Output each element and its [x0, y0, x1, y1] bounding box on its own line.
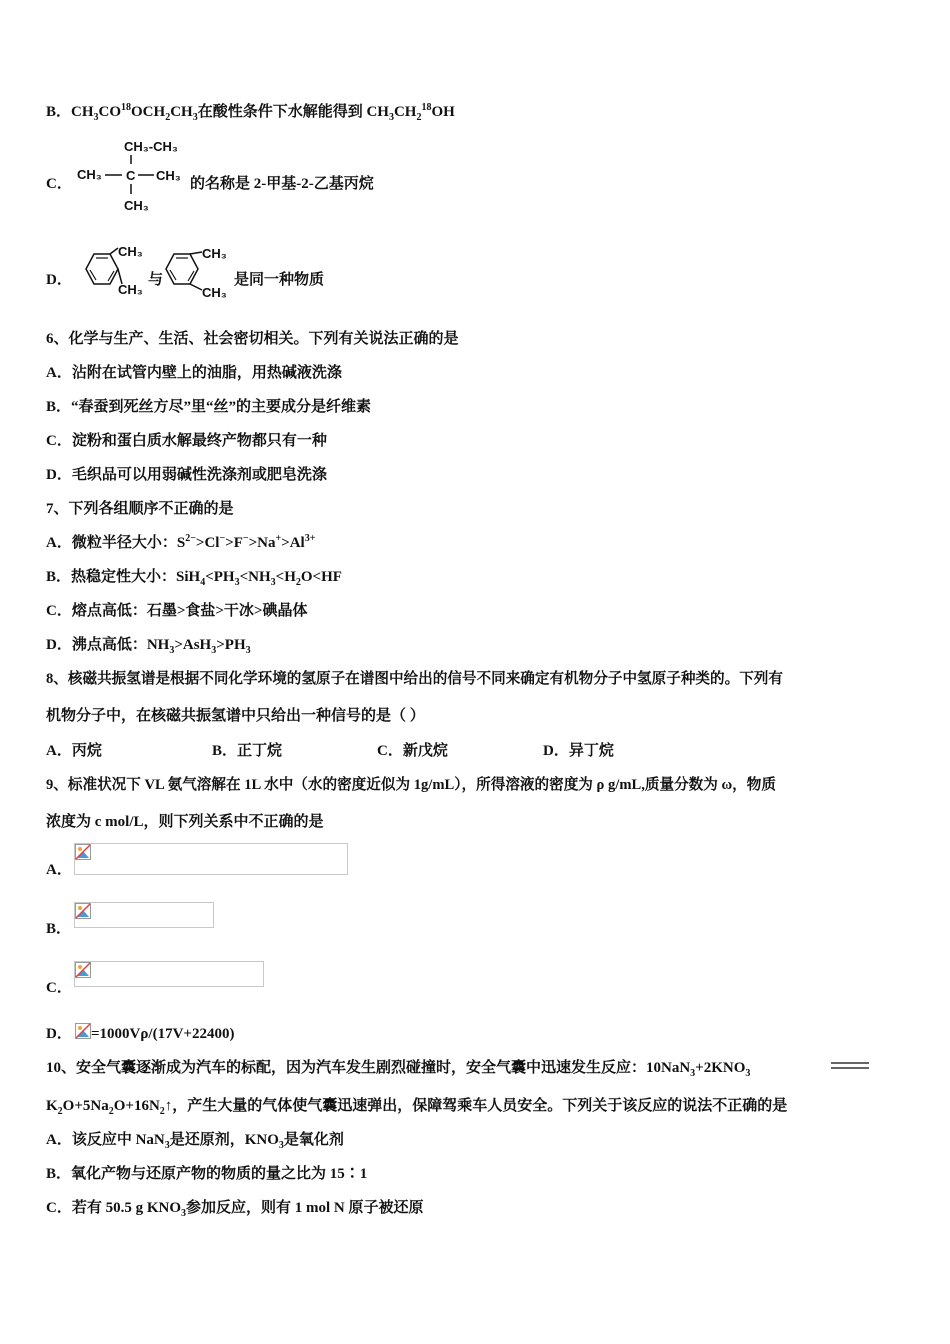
q7-option-a: A．微粒半径大小：$S^{2-}>Cl^->F^->Na^+>Al^{3+}$ [46, 533, 316, 551]
m-xylene-ch3-bottom: CH₃ [202, 285, 227, 300]
q7-option-d: D．沸点高低：$NH_3>AsH_3>PH_3$ [46, 637, 251, 656]
struct-right-label: CH₃ [156, 168, 181, 183]
q10-option-c: C．若有 50.5 g $KNO_3$参加反应，则有 1 mol N 原子被还原 [46, 1200, 424, 1219]
o-xylene-ch3-bottom: CH₃ [118, 282, 143, 297]
q8-stem-line1: 8、核磁共振氢谱是根据不同化学环境的氢原子在谱图中给出的信号不同来确定有机物分子中氢原子种类的。下列有 [46, 671, 783, 687]
q9-option-b-image-placeholder [74, 902, 214, 928]
q10-stem-line2: $K_2O+5Na_2O+16N_2↑$，产生大量的气体使气囊迅速弹出，保障驾乘车人员安全。下列关于该反应的说法不正确的是 [46, 1098, 788, 1117]
q8-option-a: A．丙烷 [46, 743, 102, 759]
q8-option-d: D．异丁烷 [543, 743, 614, 759]
q9-option-d-letter: D． [46, 1026, 72, 1042]
q7-option-c: C．熔点高低：石墨>食盐>干冰>碘晶体 [46, 603, 308, 619]
q9-option-d-formula: =1000Vρ/(17V+22400) [91, 1026, 235, 1042]
m-xylene-structure [160, 242, 236, 300]
broken-image-icon [75, 903, 91, 919]
m-xylene-ch3-top: CH₃ [202, 246, 227, 261]
q8-option-b: B．正丁烷 [212, 743, 283, 759]
o-xylene-ch3-top: CH₃ [118, 244, 143, 259]
o-xylene-structure [74, 242, 150, 300]
struct-center-label: C [126, 168, 136, 183]
q5-option-b: B．$CH_3CO^{18}OCH_2CH_3$在酸性条件下水解能得到 $CH_3CH_2^{18}OH$ [46, 102, 455, 123]
q8-option-c: C．新戊烷 [377, 743, 448, 759]
q5-option-d-with: 与 [148, 272, 164, 288]
q5-option-d-text: 是同一种物质 [234, 272, 325, 288]
q9-stem-line2: 浓度为 c mol/L，则下列关系中不正确的是 [46, 814, 324, 830]
broken-image-icon [75, 1023, 91, 1039]
q7-option-b: B．热稳定性大小：$SiH_4<PH_3<NH_3<H_2O<HF$ [46, 569, 342, 588]
q10-option-a: A．该反应中 NaN$_3$是还原剂，$KNO_3$是氧化剂 [46, 1132, 344, 1151]
reaction-equals-sign [831, 1060, 871, 1072]
q9-stem-line1: 9、标准状况下 VL 氨气溶解在 1L 水中（水的密度近似为 1g/mL），所得溶液的密度为 ρ g/mL,质量分数为 ω，物质 [46, 777, 776, 793]
q6-option-b: B．“春蚕到死丝方尽”里“丝”的主要成分是纤维素 [46, 399, 372, 415]
struct-bottom-label: CH₃ [124, 198, 149, 213]
q5-option-c-text: 的名称是 2-甲基-2-乙基丙烷 [190, 176, 374, 192]
broken-image-icon [75, 962, 91, 978]
q9-option-c-image-placeholder [74, 961, 264, 987]
q5-option-d-letter: D． [46, 272, 72, 288]
q8-stem-line2: 机物分子中，在核磁共振氢谱中只给出一种信号的是（ ） [46, 708, 425, 724]
q10-option-b: B．氧化产物与还原产物的物质的量之比为 15∶1 [46, 1166, 368, 1182]
q10-stem-line1: 10、安全气囊逐渐成为汽车的标配，因为汽车发生剧烈碰撞时，安全气囊中迅速发生反应：$10NaN_3+2KNO_3$ [46, 1060, 751, 1079]
q9-option-c-letter: C． [46, 980, 72, 996]
q9-option-b-letter: B． [46, 921, 72, 937]
q6-option-a: A．沾附在试管内壁上的油脂，用热碱液洗涤 [46, 365, 342, 381]
struct-top-label: CH₃-CH₃ [124, 139, 178, 154]
q7-stem: 7、下列各组顺序不正确的是 [46, 501, 234, 517]
q6-option-d: D．毛织品可以用弱碱性洗涤剂或肥皂洗涤 [46, 467, 327, 483]
q6-option-c: C．淀粉和蛋白质水解最终产物都只有一种 [46, 433, 327, 449]
q9-option-a-letter: A． [46, 862, 72, 878]
q6-stem: 6、化学与生产、生活、社会密切相关。下列有关说法正确的是 [46, 331, 459, 347]
broken-image-icon [75, 844, 91, 860]
struct-left-label: CH₃ [77, 167, 102, 182]
q9-option-a-image-placeholder [74, 843, 348, 875]
q5-c-structure-formula [74, 136, 190, 218]
q5-option-c-letter: C． [46, 176, 72, 192]
